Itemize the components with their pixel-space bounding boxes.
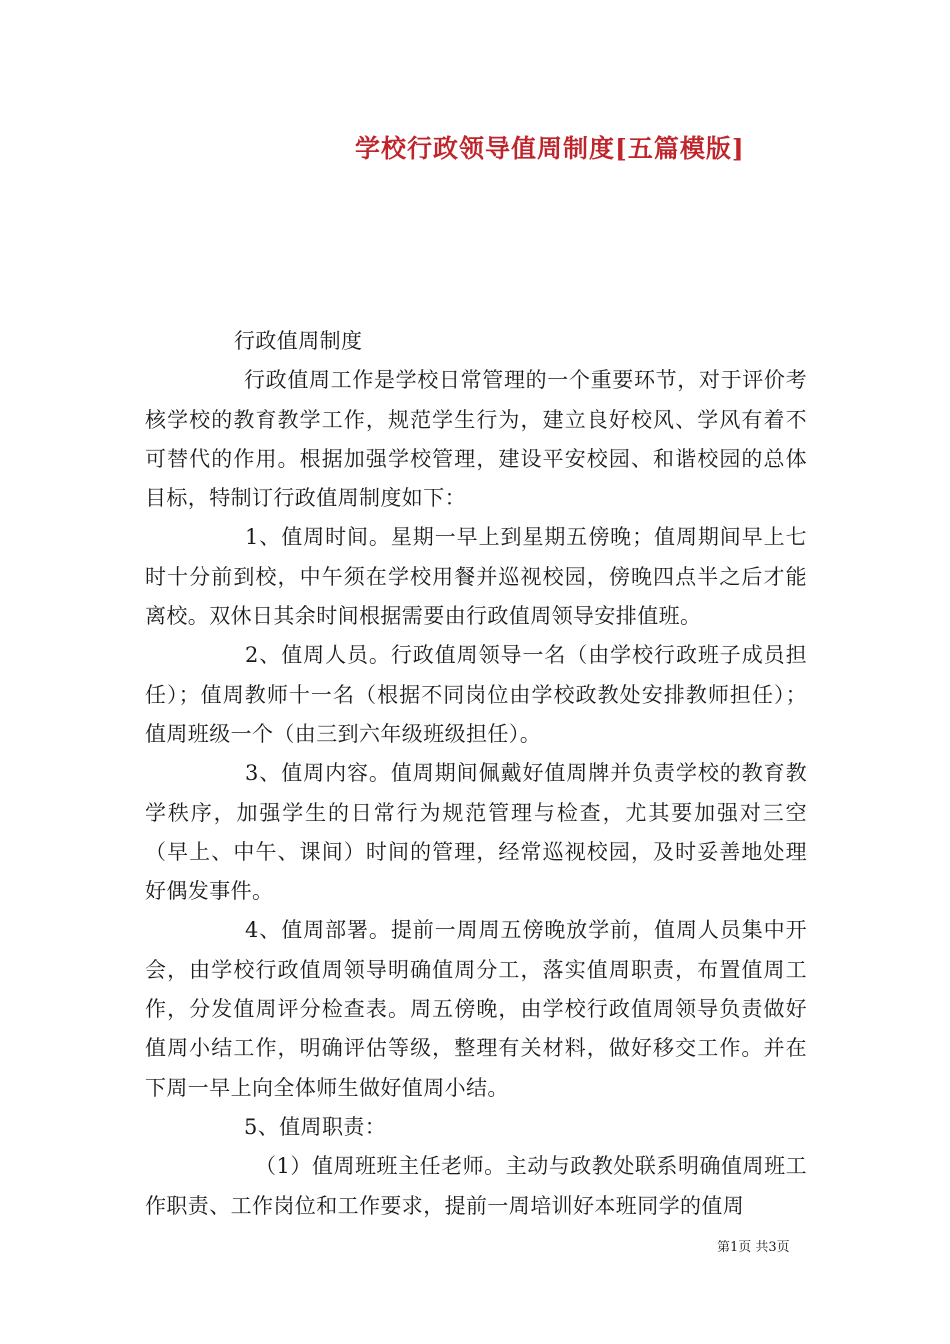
paragraph-duty-responsibilities: 5、值周职责： xyxy=(244,1114,387,1139)
section-heading: 行政值周制度 xyxy=(234,329,363,353)
document-title: 学校行政领导值周制度[五篇模版] xyxy=(355,134,745,163)
paragraph-duty-time: 1、值周时间。星期一早上到星期五傍晚；值周期间早上七时十分前到校，中午须在学校用餐并巡视校园，傍晚四点半之后才能离校。双休日其余时间根据需要由行政值周领导安排值班。 xyxy=(145,525,807,629)
page-number-footer: 第1页 共3页 xyxy=(717,1240,790,1255)
paragraph-class-teacher: （1）值周班班主任老师。主动与政教处联系明确值周班工作职责、工作岗位和工作要求，提前一周培训好本班同学的值周 xyxy=(145,1154,807,1218)
paragraph-intro: 行政值周工作是学校日常管理的一个重要环节，对于评价考核学校的教育教学工作，规范学生行为，建立良好校风、学风有着不可替代的作用。根据加强学校管理，建设平安校园、和谐校园的总体目标，特制订行政值周制度如下： xyxy=(145,368,807,511)
document-body xyxy=(145,322,807,1226)
paragraph-duty-deployment: 4、值周部署。提前一周周五傍晚放学前，值周人员集中开会，由学校行政值周领导明确值周分工，落实值周职责，布置值周工作，分发值周评分检查表。周五傍晚，由学校行政值周领导负责做好值周小结工作，明确评估等级，整理有关材料，做好移交工作。并在下周一早上向全体师生做好值周小结。 xyxy=(145,918,807,1100)
paragraph-duty-content: 3、值周内容。值周期间佩戴好值周牌并负责学校的教育教学秩序，加强学生的日常行为规范管理与检查，尤其要加强对三空（早上、中午、课间）时间的管理，经常巡视校园，及时妥善地处理好偶发事件。 xyxy=(145,761,807,904)
paragraph-duty-staff: 2、值周人员。行政值周领导一名（由学校行政班子成员担任）；值周教师十一名（根据不同岗位由学校政教处安排教师担任）；值周班级一个（由三到六年级班级担任）。 xyxy=(145,643,807,746)
